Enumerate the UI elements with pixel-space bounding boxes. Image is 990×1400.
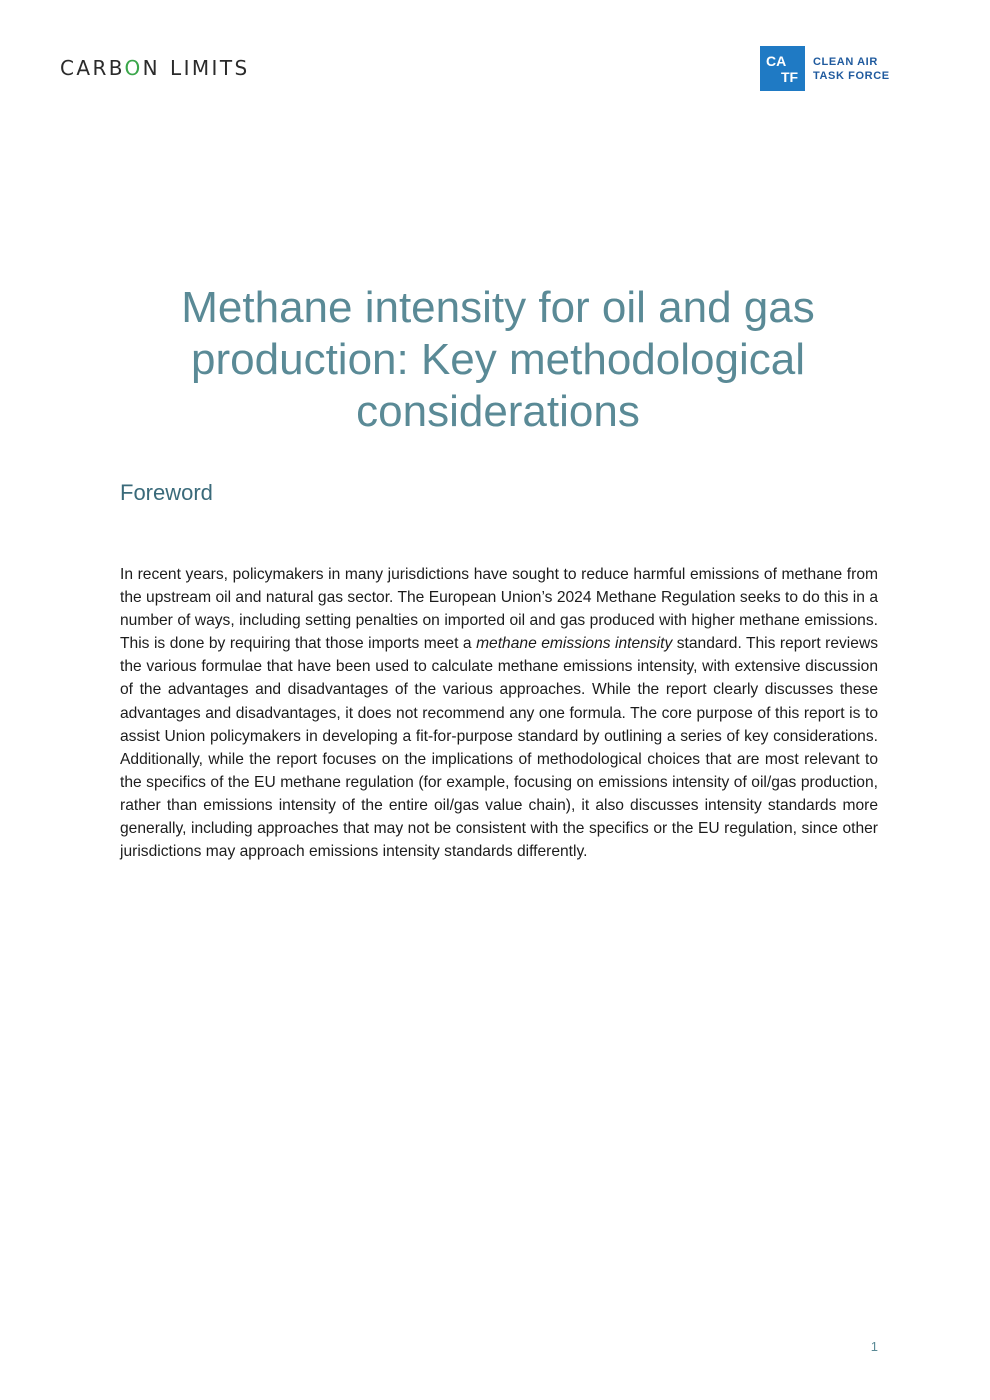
- document-title: Methane intensity for oil and gas production: Key methodological considerations: [181, 283, 815, 436]
- catf-mark-line2: TF: [781, 69, 799, 85]
- catf-mark-line1: CA: [766, 53, 787, 69]
- logo-word-limits: LIMITS: [170, 56, 250, 80]
- catf-text-line1: CLEAN AIR: [813, 55, 878, 68]
- catf-text-line2: TASK FORCE: [813, 69, 890, 82]
- paragraph-text-part2: standard. This report reviews the various formulae that have been used to calculate methane emissions intensity, with extensive discussion of the advantages and disadvantages of the various approaches. While the report clearly discusses these advantages and disadvantages, it does not recommend any one formula. The core purpose of this report is to assist Union policymakers in developing a fit-for-purpose standard by outlining a series of key considerations. Additionally, while the report focuses on the implications of methodological choices that are most relevant to the specifics of the EU methane regulation (for example, focusing on emissions intensity of oil/gas production, rather than emissions intensity of the entire oil/gas value chain), it also discusses intensity standards more generally, including approaches that may not be consistent with the specifics or the EU regulation, since other jurisdictions may approach emissions intensity standards differently.: [120, 635, 879, 861]
- paragraph-text-part1: In recent years, policymakers in many jurisdictions have sought to reduce harmful emissions of methane from the upstream oil and natural gas sector. The European Union’s 2024 Methane Regulation seeks to do this in a number of ways, including setting penalties on imported oil and gas produced with higher methane emissions. This is done by requiring that those imports meet a: [120, 566, 878, 653]
- catf-logo-text: [813, 55, 890, 83]
- logo-word-carbon: CARBON: [60, 56, 161, 80]
- section-heading-foreword: Foreword: [120, 480, 213, 505]
- page-number: 1: [870, 1339, 878, 1354]
- foreword-paragraph: [120, 563, 878, 863]
- paragraph-emphasis: methane emissions intensity: [476, 635, 673, 653]
- catf-logo-mark: [760, 46, 805, 91]
- logo-accent-letter: O: [124, 56, 143, 80]
- catf-logo: [760, 46, 890, 91]
- carbon-limits-logo: [60, 56, 250, 80]
